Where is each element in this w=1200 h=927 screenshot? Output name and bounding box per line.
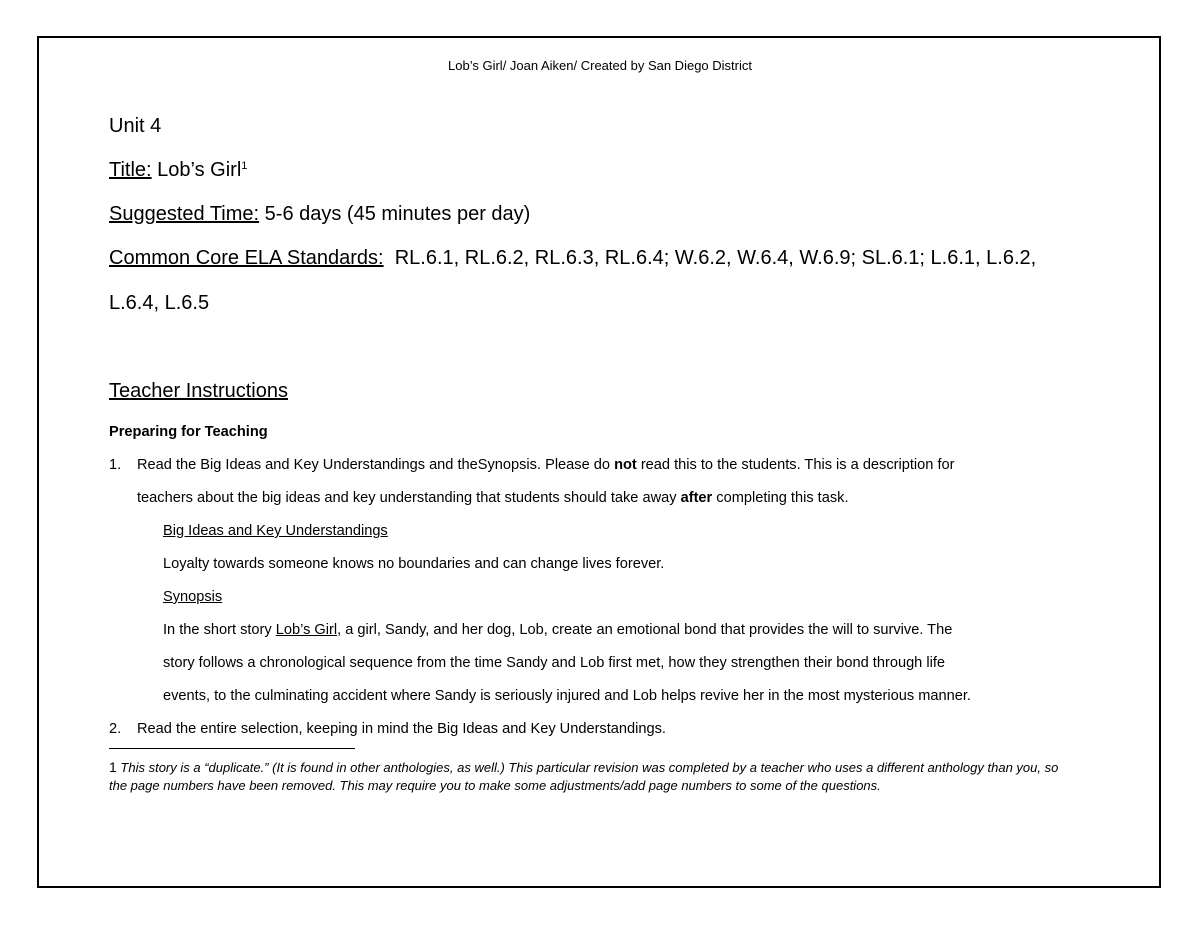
title-footnote-ref: 1 [241,160,248,172]
item-1-text-d: completing this task. [712,490,849,506]
standards-list-continued: L.6.4, L.6.5 [109,292,210,314]
footnote-text: This story is a “duplicate.” (It is found in other anthologies, as well.) This particular revision was completed by a teacher who uses a different anthology than you, so the page numbers have been removed. This may require you to make some adjustments/add page numbers to some of the questions. [109,760,1059,793]
standards-list: RL.6.1, RL.6.2, RL.6.3, RL.6.4; W.6.2, W.6.4, W.6.9; SL.6.1; L.6.1, L.6.2, [394,247,1037,269]
item-2-number: 2. [109,721,122,737]
item-2-text: Read the entire selection, keeping in mind the Big Ideas and Key Understandings. [137,721,666,737]
running-header: Lob’s Girl/ Joan Aiken/ Created by San Diego District [448,58,752,73]
synopsis-line-2: story follows a chronological sequence from the time Sandy and Lob first met, how they strengthen their bond through life [163,655,946,671]
instruction-item-1-continued [137,489,849,507]
item-1-emphasis-not: not [614,457,637,473]
synopsis-line-3: events, to the culminating accident where Sandy is seriously injured and Lob helps revive her in the most mysterious manner. [163,688,971,704]
suggested-time-line [109,202,530,226]
instruction-item-2 [109,720,666,738]
preparing-subheading: Preparing for Teaching [109,424,268,440]
synopsis-story-title: Lob’s Girl, [275,622,342,638]
footnote [109,758,1069,795]
big-ideas-heading: Big Ideas and Key Understandings [163,523,388,539]
item-1-emphasis-after: after [680,490,713,506]
item-1-number: 1. [109,457,122,473]
title-line [109,158,247,182]
footnote-number: 1 [109,759,117,775]
synopsis-line-1 [163,621,952,639]
standards-label: Common Core ELA Standards: [109,247,384,269]
synopsis-text-a: In the short story [163,622,276,638]
suggested-time-label: Suggested Time: [109,203,260,225]
standards-line [109,246,1036,270]
item-1-text-a: Read the Big Ideas and Key Understandings and theSynopsis. Please do [137,457,615,473]
synopsis-text-b: a girl, Sandy, and her dog, Lob, create an emotional bond that provides the will to survive. The [341,622,953,638]
big-ideas-text: Loyalty towards someone knows no boundaries and can change lives forever. [163,556,665,572]
footnote-separator [109,748,355,749]
teacher-instructions-heading: Teacher Instructions [109,380,288,402]
item-1-text-b: read this to the students. This is a description for [636,457,955,473]
unit-label: Unit 4 [109,115,162,137]
title-label: Title: [109,159,152,181]
suggested-time-value: 5-6 days (45 minutes per day) [264,203,531,225]
title-value: Lob’s Girl [157,159,242,181]
synopsis-heading: Synopsis [163,589,223,605]
instruction-item-1 [109,456,954,474]
item-1-text-c: teachers about the big ideas and key understanding that students should take away [137,490,681,506]
